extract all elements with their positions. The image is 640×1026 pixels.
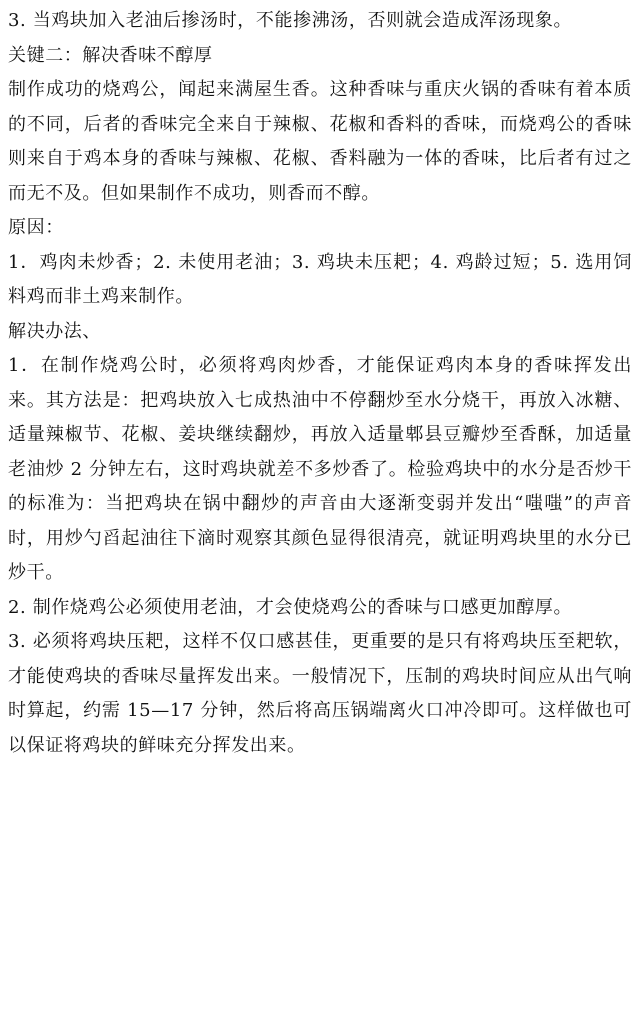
paragraph-solution-two: 2. 制作烧鸡公必须使用老油，才会使烧鸡公的香味与口感更加醇厚。 [8, 596, 573, 618]
causes-heading: 原因： [8, 217, 64, 238]
section-heading-key-two: 关键二：解决香味不醇厚 [8, 44, 213, 66]
paragraph-mixing-broth-note: 3. 当鸡块加入老油后掺汤时，不能掺沸汤，否则就会造成浑汤现象。 [8, 10, 573, 31]
paragraph-solution-three: 3. 必须将鸡块压耙，这样不仅口感甚佳，更重要的是只有将鸡块压至耙软，才能使鸡块的香味尽量挥发出来。一般情况下，压制的鸡块时间应从出气响时算起，约需 15—17 分钟，然后将高压锅端离火口冲冷即可。这样做也可以保证将鸡块的鲜味充分挥发出来。 [8, 631, 632, 756]
paragraph-solution-one: 1．在制作烧鸡公时，必须将鸡肉炒香，才能保证鸡肉本身的香味挥发出来。其方法是：把鸡块放入七成热油中不停翻炒至水分烧干，再放入冰糖、适量辣椒节、花椒、姜块继续翻炒，再放入适量郫县豆瓣炒至香酥，加适量老油炒 2 分钟左右，这时鸡块就差不多炒香了。检验鸡块中的水分是否炒干的标准为：当把鸡块在锅中翻炒的声音由大逐渐变弱并发出“嗤嗤”的声音时，用炒勺舀起油往下滴时观察其颜色显得很清亮，就证明鸡块里的水分已炒干。 [8, 355, 632, 583]
solutions-heading: 解决办法、 [8, 320, 101, 342]
paragraph-causes-list: 1．鸡肉未炒香；2. 未使用老油；3. 鸡块未压耙；4. 鸡龄过短；5. 选用饲料鸡而非土鸡来制作。 [8, 251, 632, 307]
paragraph-aroma-description: 制作成功的烧鸡公，闻起来满屋生香。这种香味与重庆火锅的香味有着本质的不同，后者的香味完全来自于辣椒、花椒和香料的香味，而烧鸡公的香味则来自于鸡本身的香味与辣椒、花椒、香料融为一体的香味，比后者有过之而无不及。但如果制作不成功，则香而不醇。 [8, 79, 632, 204]
